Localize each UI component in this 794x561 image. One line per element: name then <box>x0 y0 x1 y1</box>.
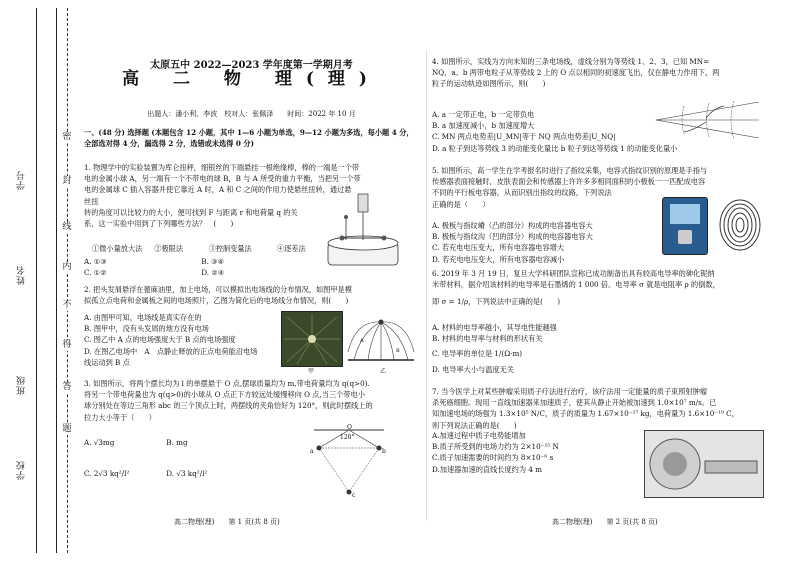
question-6 <box>432 268 777 308</box>
left-column <box>84 0 419 561</box>
svg-text:A: A <box>360 338 364 344</box>
q7-option[interactable]: A.加速过程中质子电势能增加 <box>432 431 526 440</box>
q4-line: 粒子的运动轨迹如图所示，则( ) <box>432 79 546 89</box>
class-label: 班级 <box>17 375 27 395</box>
q6-line: 米带材料，据介绍该材料的电导率是石墨烯的 1 000 倍。电导率 σ 就是电阻率 ρ 的倒数， <box>432 280 720 290</box>
q2-option[interactable]: D. 在图乙电场中 A 点静止释放的正点电荷能沿电场 <box>84 346 258 356</box>
seal-char: 内 <box>62 262 72 272</box>
q1-line: 系，这一实验中用到了下列哪些方法？ ( ) <box>84 219 234 229</box>
q5-line: 5. 如图所示，高一学生在学考报名时进行了指纹采集，电容式指纹识别的原理是手指与 <box>432 166 708 175</box>
q3-option[interactable]: A. √3mg <box>84 438 115 447</box>
hair-field-photo <box>281 311 343 367</box>
q3-option[interactable]: C. 2√3 kq²/l² <box>84 469 130 479</box>
q5-option[interactable]: C. 若充电电压变大，所有电容器电容增大 <box>432 243 565 253</box>
fig-label-angle: 120° <box>340 434 355 441</box>
q3-line: 球分别处在等边三角形 abc 的三个顶点上时，两摆线的夹角恰好为 120°，则此时摆线上的 <box>84 401 373 411</box>
q6-option[interactable]: B. 材料的电导率与材料的形状有关 <box>432 334 543 344</box>
q6-option[interactable]: D. 电导率大小与温度无关 <box>432 364 514 374</box>
q1-option[interactable]: C. ①② <box>84 268 107 278</box>
seal-char: 密 <box>62 132 72 142</box>
q7-option[interactable]: C.质子加速需要的时间约为 8×10⁻⁶ s <box>432 453 554 463</box>
fingerprint-scanner-photo <box>662 197 708 255</box>
question-4 <box>432 56 777 90</box>
fig-label-c: c <box>352 492 356 499</box>
q5-option[interactable]: D. 若充电电压变大，所有电容器电容减小 <box>432 254 565 264</box>
q7-line: 则下列说法正确的是( ) <box>432 420 517 430</box>
q7-line: 杀死癌细胞。现用一直线加速器来加速质子，使其从静止开始被加速到 1.0×10⁷ m/s。已 <box>432 398 717 408</box>
q2-line: 2. 把头发屑悬浮在蓖麻油里，加上电场，可以模拟出电场线的分布情况，如图甲是模 <box>84 285 352 294</box>
q1-method: ②极限法 <box>154 244 184 253</box>
q1-line: 转的角度可以比较力的大小，便可找到 F 与距离 r 和电荷量 q 的关 <box>84 207 298 217</box>
q4-line: NQ，a、b 两带电粒子从等势线 2 上的 O 点以相同的初速度飞出，仅在静电力作用下，两 <box>432 68 720 78</box>
seal-char: 不 <box>62 300 72 310</box>
fig-label-jia: 甲 <box>308 368 315 375</box>
q7-line: 7. 当今医学上对某些肿瘤采用质子疗法进行治疗，该疗法用一定能量的质子束照射肿瘤 <box>432 387 708 396</box>
question-3 <box>84 378 419 423</box>
fig-label-o: O <box>347 424 352 431</box>
question-7 <box>432 386 777 431</box>
q5-line: 传感器表面接触时，皮肤表面会和传感器上许许多多相同面积的小极板一一匹配成电容 <box>432 177 706 187</box>
column-divider <box>426 50 427 521</box>
q4-line: 4. 如图所示，实线为方向未知的三条电场线，虚线分别为等势线 1、2、3，已知 MN= <box>432 57 710 66</box>
q3-line: 3. 如图所示，将两个摆长均为 l 的单摆悬于 O 点,摆球质量均为 m,带电荷量均为 q(q>0). <box>84 379 370 388</box>
q2-option[interactable]: B. 图甲中，没有头发屑的地方没有电场 <box>84 324 209 334</box>
seal-dashed-line <box>67 8 68 553</box>
section-heading: 一、(48 分) 选择题 (本题包含 12 小题，其中 1—6 小题为单选，9—12 小题为多选，每小题 4 分，全部选对得 4 分，漏选得 2 分，选错或未选得 0 分) <box>84 128 414 149</box>
q5-option[interactable]: A. 极板与指纹嵴（凸的部分）构成的电容器电容大 <box>432 221 593 230</box>
q1-line: 1. 物理学中的实验装置为库仑扭秤，细银丝的下端悬挂一根绝缘棒，棒的一端是一个带 <box>84 163 360 172</box>
q1-method: ④逐差法 <box>276 244 306 253</box>
exam-subject: 高 二 物 理(理) <box>122 69 381 89</box>
q6-options <box>432 322 777 375</box>
q2-option[interactable]: C. 图乙中 A 点的电场强度大于 B 点的电场强度 <box>84 335 236 345</box>
right-column <box>432 0 777 561</box>
page-footer: 高二物理(理) 第 2 页(共 8 页) <box>552 518 658 526</box>
q2-options <box>84 312 274 368</box>
student-id-label: 学号 <box>17 170 27 190</box>
q1-method: ①微小量放大法 <box>92 244 143 253</box>
q7-option[interactable]: D.加速器加速的直线长度约为 4 m <box>432 464 542 474</box>
q6-option[interactable]: A. 材料的电导率越小，其导电性能越强 <box>432 323 557 332</box>
q3-line: 拉力大小等于（ ） <box>84 412 156 422</box>
exam-meta: 出题人：潘小利、李波 校对人：张佩泽 时间：2022 年 10 月 <box>147 110 356 118</box>
seal-char: 线 <box>62 222 72 232</box>
seal-char: 答 <box>62 382 72 392</box>
q4-option[interactable]: C. MN 两点电势差|U_MN|等于 NQ 两点电势差|U_NQ| <box>432 132 616 142</box>
seal-char: 封 <box>62 176 72 186</box>
q4-option[interactable]: B. a 加速度减小，b 加速度增大 <box>432 121 535 131</box>
q5-line: 不同的平行板电容器，从而识别出指纹的纹路，下列说法 <box>432 188 612 198</box>
question-1 <box>84 162 361 229</box>
school-label: 学校 <box>17 460 27 480</box>
fig-label-b: b <box>382 448 386 455</box>
fig-label-a: a <box>310 448 314 455</box>
q1-option[interactable]: B. ③④ <box>201 257 225 266</box>
question-2 <box>84 284 419 306</box>
q4-option[interactable]: A. a 一定带正电，b 一定带负电 <box>432 110 535 119</box>
q2-option[interactable]: A. 由图甲可知，电场线是真实存在的 <box>84 313 202 322</box>
q2-option: 线运动到 B 点 <box>84 357 130 367</box>
q1-method: ③控制变量法 <box>208 244 252 253</box>
margin-rule <box>56 8 57 553</box>
q1-line: 电的金属球 C 插入容器并使它靠近 A 时，A 和 C 之间的作用力使悬丝扭转，通过悬丝扭 <box>84 185 352 206</box>
svg-text:B: B <box>396 348 400 354</box>
field-lines-diagram <box>346 312 416 366</box>
q5-option[interactable]: B. 极板与指纹沟（凹的部分）构成的电容器电容大 <box>432 232 593 242</box>
q3-option[interactable]: D. √3 kq²/l² <box>166 469 208 479</box>
seal-char: 得 <box>62 340 72 350</box>
q5-line: 正确的是（ ） <box>432 199 490 209</box>
fig-label-yi: 乙 <box>380 368 387 375</box>
q2-line: 拟孤立点电荷和金属板之间的电场照片，乙图为简化后的电场线分布情况，则( ) <box>84 296 349 306</box>
exam-title: 太原五中 2022—2023 学年度第一学期月考 <box>150 60 353 71</box>
q6-line: 6. 2019 年 3 月 19 日，复旦大学科研团队宣称已成功制备出具有较高电导率的砷化铌纳 <box>432 269 715 278</box>
q7-line: 知加速电场的场强为 1.3×10⁵ N/C，质子的质量为 1.67×10⁻²⁷ kg，电荷量为 1.6×10⁻¹⁹ C， <box>432 409 739 419</box>
margin-rule <box>36 8 37 553</box>
name-label: 姓名 <box>17 265 27 285</box>
q1-option[interactable]: A. ①③ <box>84 257 107 266</box>
page-footer: 高二物理(理) 第 1 页(共 8 页) <box>174 518 280 526</box>
q3-option[interactable]: B. mg <box>166 438 188 447</box>
q3-line: 将另一个带电荷量也为 q(q>0)的小球从 O 点正下方较远处缓慢移向 O 点,当三个带电小 <box>84 390 365 400</box>
q7-option[interactable]: B.质子所受到的电场力约为 2×10⁻¹⁵ N <box>432 442 559 452</box>
q4-options <box>432 109 678 154</box>
q3-options <box>84 437 284 479</box>
binding-margin <box>0 0 80 561</box>
seal-char: 题 <box>62 424 72 434</box>
q4-option[interactable]: D. a 粒子到达等势线 3 的动能变化量比 b 粒子到达等势线 1 的动能变化量小 <box>432 143 678 153</box>
torsion-balance-figure <box>324 188 404 273</box>
q1-option[interactable]: D. ②④ <box>201 268 225 278</box>
q6-line: 即 σ = 1/ρ，下列说法中正确的是( ) <box>432 297 561 307</box>
proton-therapy-photo <box>644 430 764 498</box>
q7-options <box>432 430 632 475</box>
q5-options <box>432 220 652 265</box>
q1-line: 电的金属小球 A，另一端有一个不带电的球 B，B 与 A 所受的重力平衡，当把另一个带 <box>84 174 361 184</box>
fingerprint-image <box>716 197 764 253</box>
q6-option[interactable]: C. 电导率的单位是 1/(Ω·m) <box>432 349 523 359</box>
